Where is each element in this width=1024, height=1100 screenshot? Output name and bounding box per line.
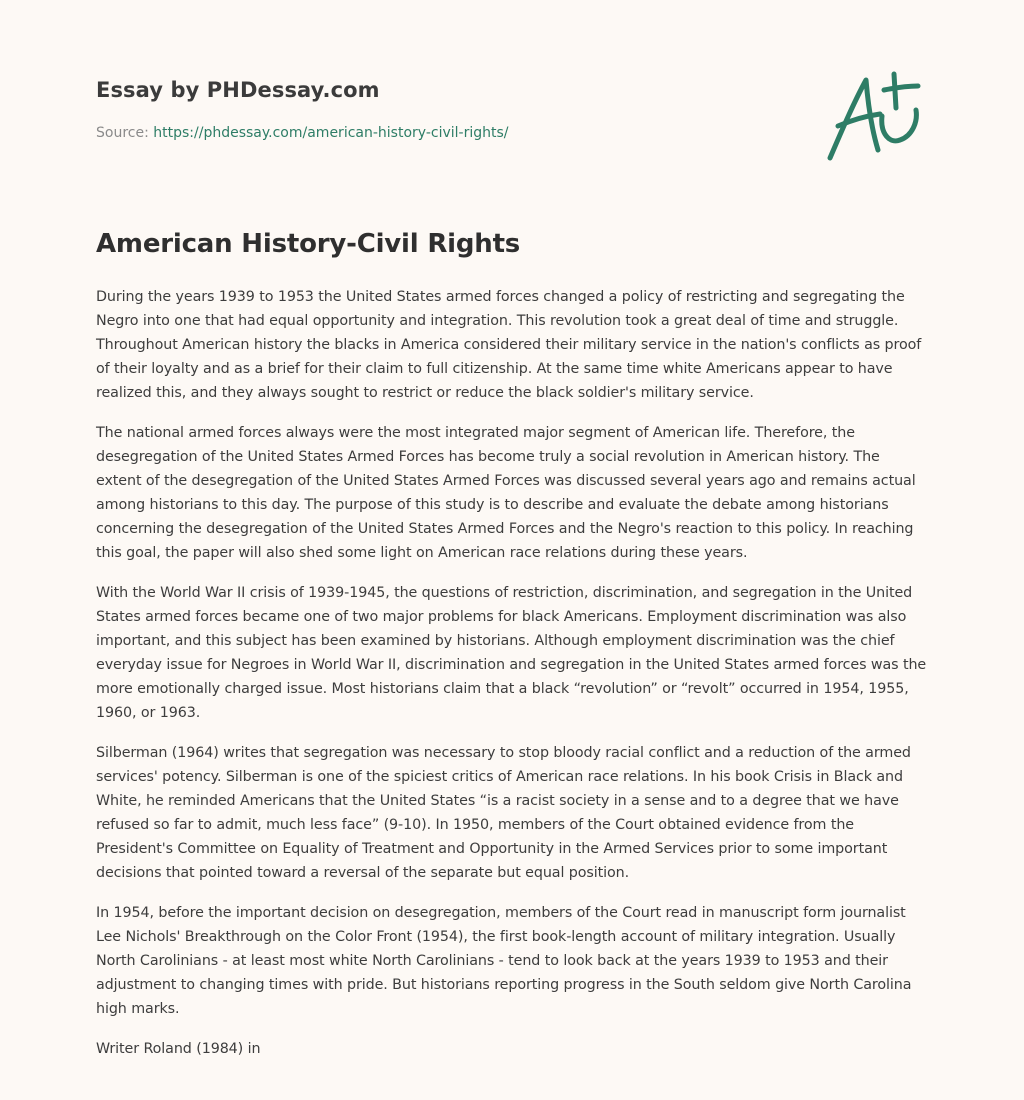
essay-paragraph: During the years 1939 to 1953 the United States armed forces changed a policy of restricting and segregating the Negro into one that had equal opportunity and integration. This revolution took a great deal of time and struggle. Throughout American history the blacks in America considered their military service in the nation's conflicts as proof of their loyalty and as a brief for their claim to full citizenship. At the same time white Americans appear to have realized this, and they always sought to restrict or reduce the black soldier's military service. [96,289,922,401]
source-line [96,124,796,142]
a-plus-logo-icon [820,64,930,168]
brand-title: Essay by PHDessay.com [96,78,380,102]
essay-body [96,285,928,1077]
essay-paragraph: Writer Roland (1984) in [96,1041,261,1057]
source-link[interactable]: https://phdessay.com/american-history-civil-rights/ [153,125,509,141]
essay-paragraph: In 1954, before the important decision on desegregation, members of the Court read in manuscript form journalist Lee Nichols' Breakthrough on the Color Front (1954), the first book-length account of military integration. Usually North Carolinians - at least most white North Carolinians - tend to look back at the years 1939 to 1953 and their adjustment to changing times with pride. But historians reporting progress in the South seldom give North Carolina high marks. [96,905,912,1017]
essay-paragraph: With the World War II crisis of 1939-1945, the questions of restriction, discrimination, and segregation in the United States armed forces became one of two major problems for black Americans. Employment discrimination was also important, and this subject has been examined by historians. Although employment discrimination was the chief everyday issue for Negroes in World War II, discrimination and segregation in the United States armed forces was the more emotionally charged issue. Most historians claim that a black “revolution” or “revolt” occurred in 1954, 1955, 1960, or 1963. [96,585,927,721]
source-label: Source: [96,125,149,141]
essay-paragraph: Silberman (1964) writes that segregation was necessary to stop bloody racial conflict and a reduction of the armed services' potency. Silberman is one of the spiciest critics of American race relations. In his book Crisis in Black and White, he reminded Americans that the United States “is a racist society in a sense and to a degree that we have refused so far to admit, much less face” (9-10). In 1950, members of the Court obtained evidence from the President's Committee on Equality of Treatment and Opportunity in the Armed Services prior to some important decisions that pointed toward a reversal of the separate but equal position. [96,745,911,881]
essay-title: American History-Civil Rights [96,229,521,259]
essay-paragraph: The national armed forces always were the most integrated major segment of American life. Therefore, the desegregation of the United States Armed Forces has become truly a social revolution in American history. The extent of the desegregation of the United States Armed Forces was discussed several years ago and remains actual among historians to this day. The purpose of this study is to describe and evaluate the debate among historians concerning the desegregation of the United States Armed Forces and the Negro's reaction to this policy. In reaching this goal, the paper will also shed some light on American race relations during these years. [96,425,916,561]
essay-header [96,76,796,142]
